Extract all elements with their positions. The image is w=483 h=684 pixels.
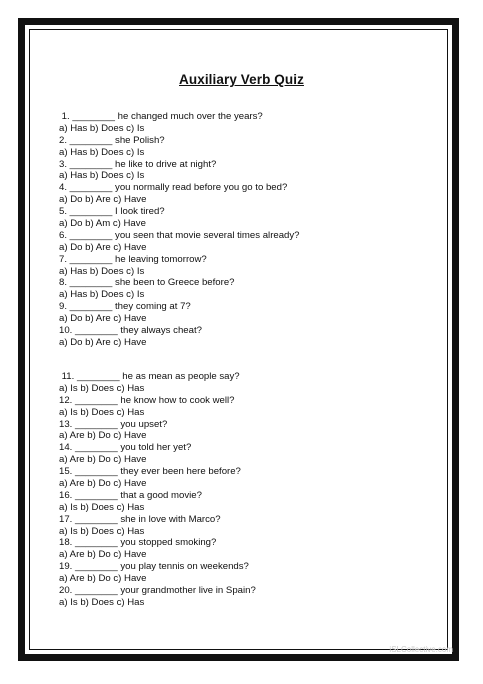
answer-options: a) Do b) Am c) Have: [59, 218, 146, 230]
question-line: 14. ________ you told her yet?: [59, 442, 192, 454]
answer-options: a) Are b) Do c) Have: [59, 430, 147, 442]
answer-options: a) Are b) Do c) Have: [59, 454, 147, 466]
answer-options: a) Do b) Are c) Have: [59, 241, 147, 253]
answer-options: a) Is b) Does c) Has: [59, 382, 145, 394]
question-line: 10. ________ they always cheat?: [59, 325, 202, 337]
question-line: 4. ________ you normally read before you go to bed?: [59, 182, 288, 194]
quiz-part-2: [59, 371, 449, 609]
answer-options: a) Has b) Does c) Is: [59, 289, 145, 301]
answer-options: a) Is b) Does c) Has: [59, 501, 145, 513]
question-line: 8. ________ she been to Greece before?: [59, 277, 235, 289]
watermark: iSLCollective.com: [389, 645, 453, 654]
answer-options: a) Do b) Are c) Have: [59, 336, 147, 348]
question-line: 18. ________ you stopped smoking?: [59, 537, 217, 549]
quiz-part-1: [59, 111, 449, 349]
question-line: 3. ________ he like to drive at night?: [59, 158, 217, 170]
answer-options: a) Has b) Does c) Is: [59, 170, 145, 182]
question-line: 19. ________ you play tennis on weekends?: [59, 561, 249, 573]
question-line: 9. ________ they coming at 7?: [59, 301, 191, 313]
page-title: Auxiliary Verb Quiz: [179, 72, 304, 87]
question-line: 12. ________ he know how to cook well?: [59, 394, 235, 406]
question-line: 5. ________ I look tired?: [59, 206, 165, 218]
answer-options: a) Is b) Does c) Has: [59, 525, 145, 537]
answer-options: a) Are b) Do c) Have: [59, 573, 147, 585]
question-line: 6. ________ you seen that movie several times already?: [59, 229, 300, 241]
answer-options: a) Has b) Does c) Is: [59, 146, 145, 158]
answer-options: a) Do b) Are c) Have: [59, 194, 147, 206]
question-line: 7. ________ he leaving tomorrow?: [59, 253, 207, 265]
question-line: 17. ________ she in love with Marco?: [59, 513, 221, 525]
answer-options: a) Has b) Does c) Is: [59, 122, 145, 134]
question-line: 13. ________ you upset?: [59, 418, 168, 430]
question-line: 2. ________ she Polish?: [59, 134, 165, 146]
answer-options: a) Are b) Do c) Have: [59, 478, 147, 490]
question-line: 16. ________ that a good movie?: [59, 489, 202, 501]
answer-options: a) Is b) Does c) Has: [59, 406, 145, 418]
question-line: 11. ________ he as mean as people say?: [59, 371, 240, 382]
question-line: 1. ________ he changed much over the years?: [59, 111, 263, 122]
answer-options: a) Do b) Are c) Have: [59, 313, 147, 325]
question-line: 20. ________ your grandmother live in Spain?: [59, 585, 256, 597]
answer-options: a) Has b) Does c) Is: [59, 265, 145, 277]
question-line: 15. ________ they ever been here before?: [59, 466, 241, 478]
answer-options: a) Are b) Do c) Have: [59, 549, 147, 561]
answer-options: a) Is b) Does c) Has: [59, 596, 145, 608]
